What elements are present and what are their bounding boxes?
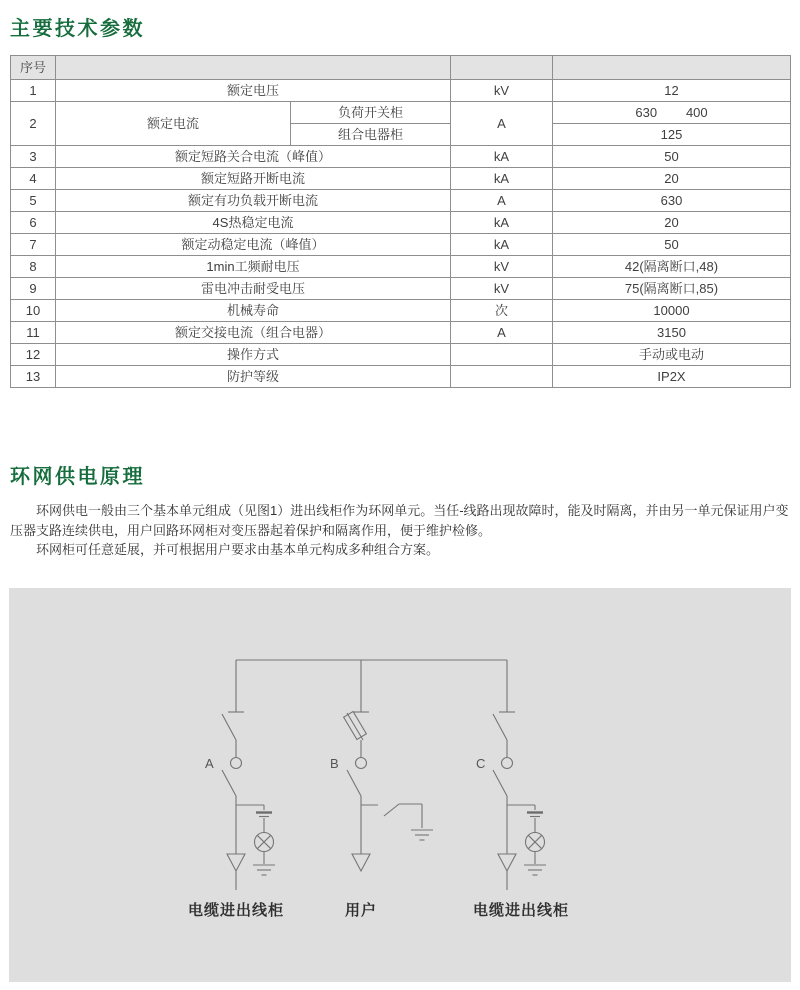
cell-no: 6 [11,212,56,234]
load-switch-blade-icon [222,770,236,796]
cell-no: 11 [11,322,56,344]
branch-b-user-feeder [330,712,433,871]
cell-param: 1min工频耐电压 [56,256,451,278]
cell-value: 42(隔离断口,48) [553,256,791,278]
cell-value: 10000 [553,300,791,322]
principle-paragraph-2: 环网柜可任意延展，并可根据用户要求由基本单元构成多种组合方案。 [36,542,440,557]
cell-param: 机械寿命 [56,300,451,322]
branch-b-letter: B [330,756,339,771]
ground-icon [524,852,546,876]
busbar-line [236,660,507,712]
cell-value: 手动或电动 [553,344,791,366]
cell-unit: A [451,322,553,344]
table-row [11,278,791,300]
cell-unit: kA [451,146,553,168]
indicator-lamp-icon [255,833,274,852]
cable-terminal-icon [227,854,245,871]
voltage-indicator-capacitor-icon [527,805,543,833]
cell-unit: kV [451,256,553,278]
cell-unit: kA [451,168,553,190]
ground-icon [253,852,275,876]
cell-value: 630 400 [553,102,791,124]
header-cell-no: 序号 [11,56,56,80]
table-row [11,190,791,212]
cable-terminal-icon [352,854,370,871]
branch-c-cable-cubicle [476,712,546,890]
disconnector-blade-icon [222,714,236,740]
cell-value: 20 [553,212,791,234]
switch-node-icon [502,758,513,769]
cell-param: 雷电冲击耐受电压 [56,278,451,300]
cell-param: 操作方式 [56,344,451,366]
cell-no: 3 [11,146,56,168]
cell-value: 50 [553,234,791,256]
switch-node-icon [356,758,367,769]
principle-paragraph-1: 环网供电一般由三个基本单元组成（见图1）进出线柜作为环网单元。当任-线路出现故障时，能及时隔离，并由另一单元保证用户变压器支路连续供电，用户回路环网柜对变压器起着保护和隔离作用，便于维护检修。 [10,503,789,538]
label-cable-cubicle-right: 电缆进出线柜 [472,902,570,919]
cell-no: 13 [11,366,56,388]
cell-param: 防护等级 [56,366,451,388]
cell-no: 7 [11,234,56,256]
label-user: 用户 [344,902,378,919]
cell-unit: kA [451,234,553,256]
cell-value: 12 [553,80,791,102]
load-switch-blade-icon [493,770,507,796]
cell-unit: A [451,102,553,146]
cell-param: 额定短路关合电流（峰值） [56,146,451,168]
cell-value: 3150 [553,322,791,344]
cell-unit: A [451,190,553,212]
principle-text [10,501,792,560]
ground-icon [411,830,433,840]
table-row [11,322,791,344]
voltage-indicator-capacitor-icon [256,805,272,833]
cell-param: 额定电压 [56,80,451,102]
disconnector-blade-icon [493,714,507,740]
cell-unit [451,344,553,366]
cell-value: 20 [553,168,791,190]
table-header-row [11,56,791,80]
cell-value: 125 [553,124,791,146]
table-row [11,168,791,190]
table-row [11,212,791,234]
cell-no: 2 [11,102,56,146]
header-cell-name [56,56,451,80]
header-cell-value [553,56,791,80]
load-switch-blade-icon [347,770,361,796]
branch-c-letter: C [476,756,486,771]
cell-param: 额定短路开断电流 [56,168,451,190]
table-row [11,102,791,124]
circuit-diagram-svg [9,588,791,982]
cell-unit [451,366,553,388]
section-title-ring-network-principle: 环网供电原理 [10,466,145,488]
cell-no: 5 [11,190,56,212]
cell-unit: kV [451,278,553,300]
cell-value: 630 [553,190,791,212]
cell-no: 4 [11,168,56,190]
cell-param: 4S热稳定电流 [56,212,451,234]
earthing-switch-icon [384,804,422,828]
indicator-lamp-icon [526,833,545,852]
table-row [11,80,791,102]
table-row [11,366,791,388]
cell-value: IP2X [553,366,791,388]
cell-no: 1 [11,80,56,102]
cell-param: 额定有功负载开断电流 [56,190,451,212]
cell-value: 50 [553,146,791,168]
table-row [11,256,791,278]
cell-unit: 次 [451,300,553,322]
table-row [11,300,791,322]
section-title-main-parameters: 主要技术参数 [10,18,145,40]
cell-no: 10 [11,300,56,322]
cell-no: 12 [11,344,56,366]
tech-params-table [10,55,791,388]
cell-subparam: 组合电器柜 [291,124,451,146]
cell-param: 额定电流 [56,102,291,146]
ring-network-diagram [9,588,791,982]
cell-unit: kV [451,80,553,102]
cell-no: 9 [11,278,56,300]
cell-unit: kA [451,212,553,234]
header-cell-unit [451,56,553,80]
table-row [11,146,791,168]
cell-no: 8 [11,256,56,278]
branch-a-letter: A [205,756,214,771]
branch-a-cable-cubicle [205,712,275,890]
cell-param: 额定动稳定电流（峰值） [56,234,451,256]
cell-subparam: 负荷开关柜 [291,102,451,124]
label-cable-cubicle-left: 电缆进出线柜 [187,902,285,919]
table-row [11,234,791,256]
cell-param: 额定交接电流（组合电器） [56,322,451,344]
switch-node-icon [231,758,242,769]
cell-value: 75(隔离断口,85) [553,278,791,300]
table-row [11,344,791,366]
cable-terminal-icon [498,854,516,871]
